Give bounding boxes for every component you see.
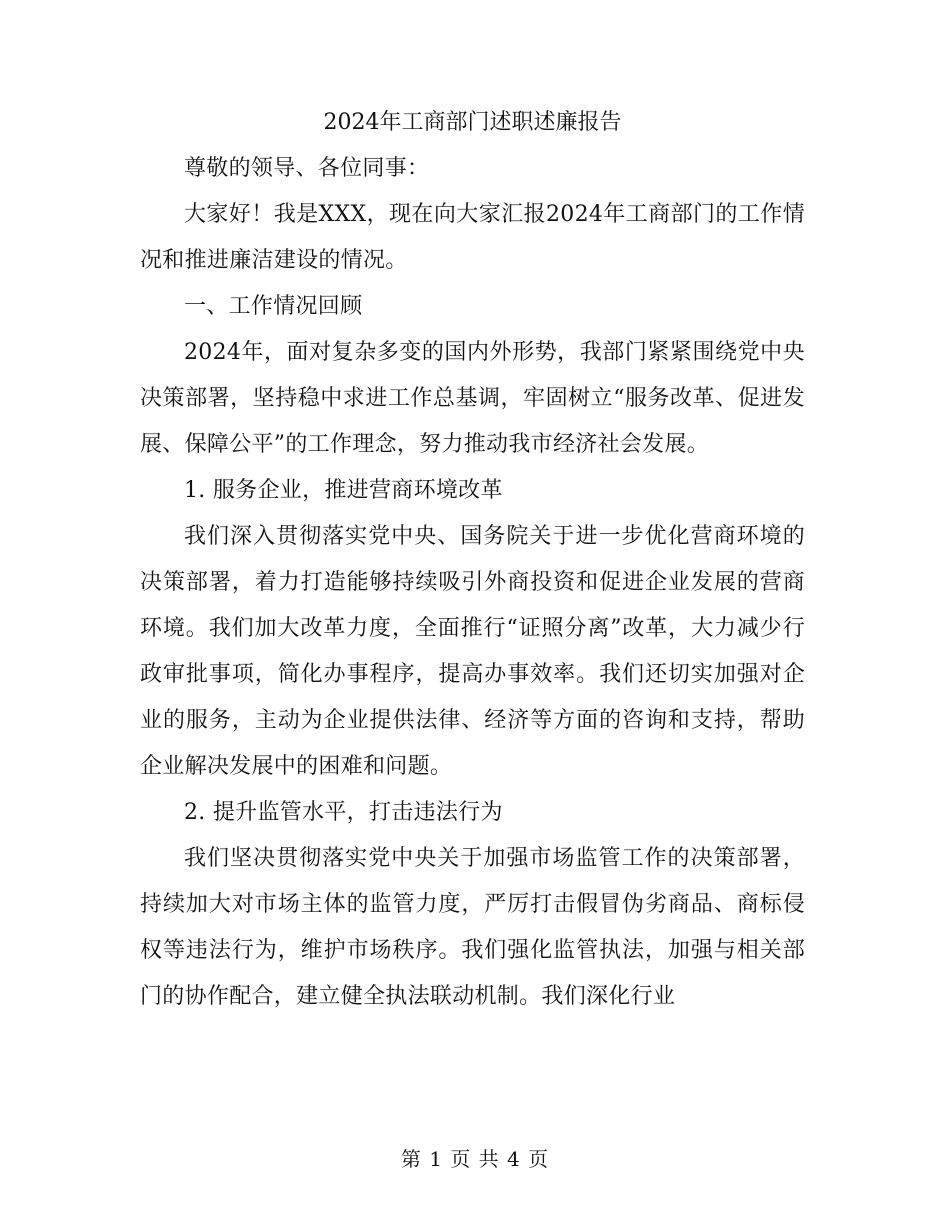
document-title: 2024年工商部门述职述廉报告 xyxy=(323,110,622,135)
paragraph-business-environment: 我们深入贯彻落实党中央、国务院关于进一步优化营商环境的决策部署，着力打造能够持续吸引外商投资和促进企业发展的营商环境。我们加大改革力度，全面推行“证照分离”改革，大力减少行政审批事项，简化办事程序，提高办事效率。我们还切实加强对企业的服务，主动为企业提供法律、经济等方面的咨询和支持，帮助企业解决发展中的困难和问题。 xyxy=(140,524,805,779)
paragraph-salutation: 尊敬的领导、各位同事： xyxy=(184,156,430,181)
page-number-footer xyxy=(0,1145,950,1173)
paragraph-overview: 2024年，面对复杂多变的国内外形势，我部门紧紧围绕党中央决策部署，坚持稳中求进工作总基调，牢固树立“服务改革、促进发展、保障公平”的工作理念，努力推动我市经济社会发展。 xyxy=(140,340,805,457)
subheading-serve-enterprises: 1. 服务企业，推进营商环境改革 xyxy=(184,478,503,503)
paragraph-supervision: 我们坚决贯彻落实党中央关于加强市场监管工作的决策部署，持续加大对市场主体的监管力度，严厉打击假冒伪劣商品、商标侵权等违法行为，维护市场秩序。我们强化监管执法，加强与相关部门的协作配合，建立健全执法联动机制。我们深化行业 xyxy=(140,846,805,1009)
page-number-label: 第 1 页 共 4 页 xyxy=(400,1147,550,1171)
document-body xyxy=(140,100,805,1020)
subheading-supervision: 2. 提升监管水平，打击违法行为 xyxy=(184,800,503,825)
section-heading-work-review: 一、工作情况回顾 xyxy=(184,294,363,319)
paragraph-greeting: 大家好！我是XXX，现在向大家汇报2024年工商部门的工作情况和推进廉洁建设的情况。 xyxy=(140,202,805,273)
